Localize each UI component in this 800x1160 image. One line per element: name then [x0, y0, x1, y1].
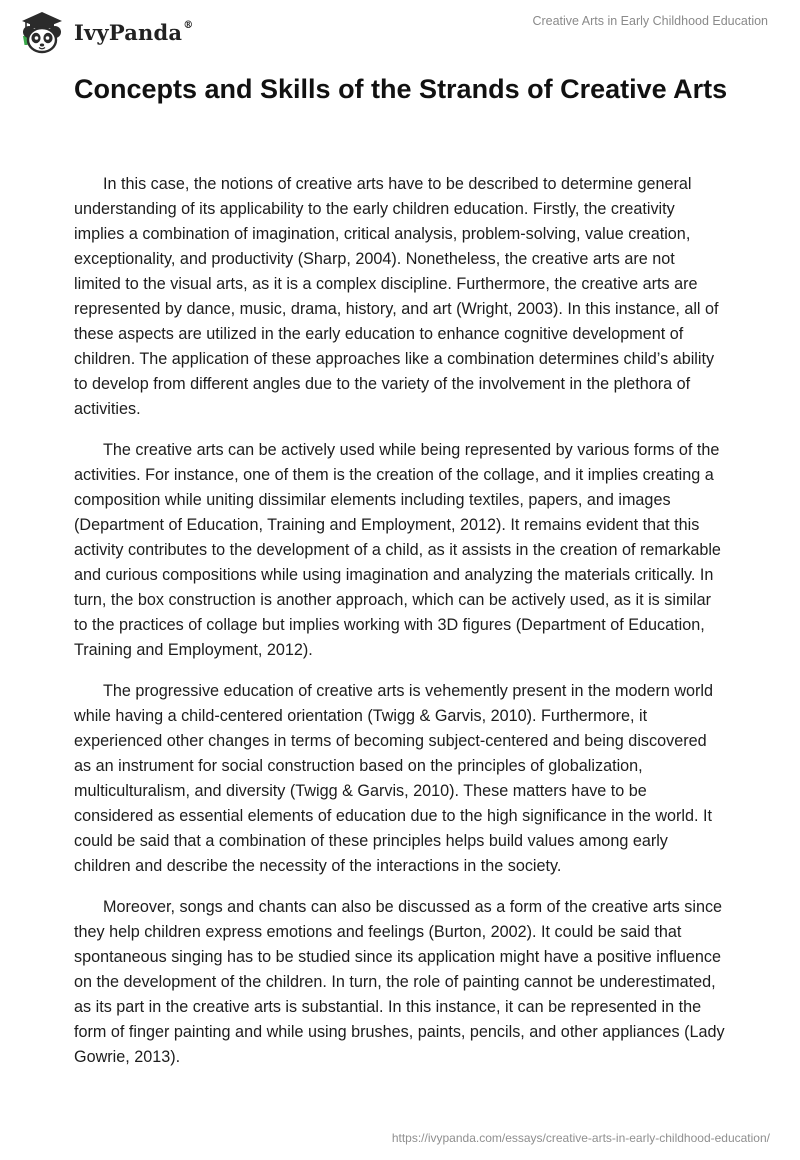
article-title: Concepts and Skills of the Strands of Creative Arts [74, 74, 728, 104]
paragraph: In this case, the notions of creative arts have to be described to determine general understanding of its applicability to the early children education. Firstly, the creativity implies a combination of imagination, critical analysis, problem-solving, value creation, exceptionality, and productivity (Sharp, 2004). Nonetheless, the creative arts are not limited to the visual arts, as it is a complex discipline. Furthermore, the creative arts are represented by dance, music, drama, history, and art (Wright, 2003). In this instance, all of these aspects are utilized in the early education to enhance cognitive development of children. The application of these approaches like a combination determines child’s ability to develop from different angles due to the variety of the involvement in the plethora of activities. [74, 175, 719, 418]
article-body [74, 172, 726, 1086]
paragraph: Moreover, songs and chants can also be discussed as a form of the creative arts since they help children express emotions and feelings (Burton, 2002). It could be said that spontaneous singing has to be studied since its application might have a positive influence on the development of the children. In turn, the role of painting cannot be underestimated, as its part in the creative arts is substantial. In this instance, it can be represented in the form of finger painting and while using brushes, paints, pencils, and other appliances (Lady Gowrie, 2013). [74, 898, 725, 1066]
page-header [0, 0, 800, 64]
document-title: Creative Arts in Early Childhood Education [532, 14, 768, 28]
panda-graduate-icon [16, 9, 68, 55]
source-url[interactable]: https://ivypanda.com/essays/creative-arts-in-early-childhood-education/ [391, 1131, 770, 1145]
paragraph: The creative arts can be actively used while being represented by various forms of the activities. For instance, one of them is the creation of the collage, and it implies creating a composition while uniting dissimilar elements including textiles, papers, and images (Department of Education, Training and Employment, 2012). It remains evident that this activity contributes to the development of a child, as it assists in the creation of remarkable and curious compositions while using imagination and analyzing the materials critically. In turn, the box construction is another approach, which can be actively used, as it is similar to the practices of collage but implies working with 3D figures (Department of Education, Training and Employment, 2012). [74, 441, 721, 659]
brand-name: IvyPanda® [74, 19, 194, 45]
brand-logo[interactable] [16, 9, 193, 55]
paragraph: The progressive education of creative arts is vehemently present in the modern world while having a child-centered orientation (Twigg & Garvis, 2010). Furthermore, it experienced other changes in terms of becoming subject-centered and being discovered as an instrument for social construction based on the principles of globalization, multiculturalism, and diversity (Twigg & Garvis, 2010). These matters have to be considered as essential elements of education due to the high significance in the world. It could be said that a combination of these principles helps build values among early children and describe the necessity of the interactions in the society. [74, 682, 714, 875]
